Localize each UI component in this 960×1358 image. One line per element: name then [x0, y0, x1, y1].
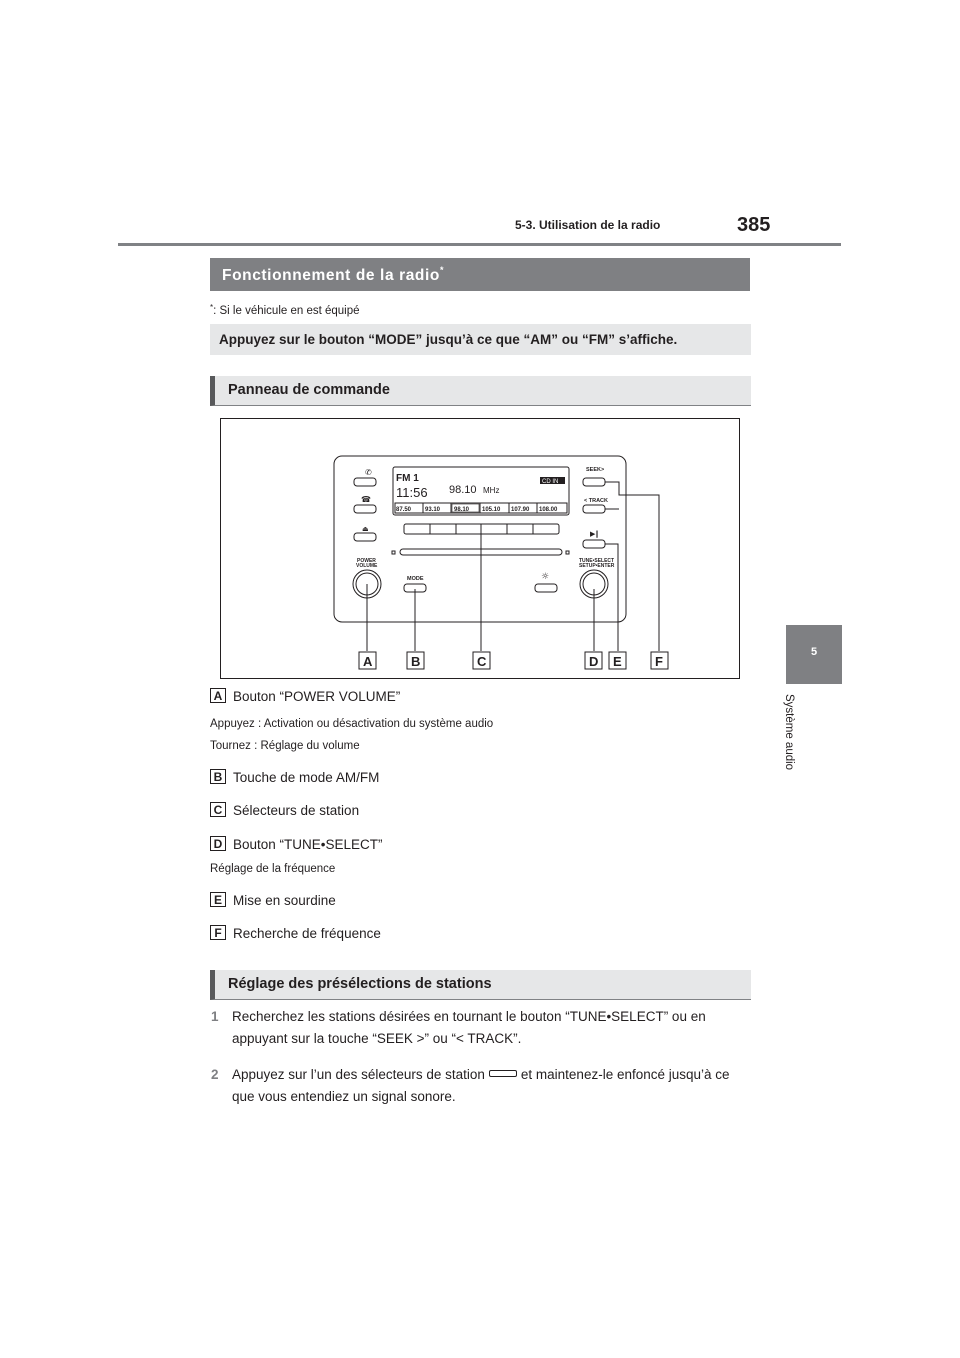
header-divider: [118, 243, 841, 246]
section-title: 5-3. Utilisation de la radio: [515, 218, 661, 232]
callout-d: D: [589, 654, 599, 669]
callout-e: E: [613, 654, 622, 669]
equipment-note: [210, 303, 360, 317]
display-preset: 105.10: [482, 507, 501, 513]
display-clock: 11:56: [396, 485, 428, 500]
mode-label: MODE: [407, 576, 424, 582]
callout-f: F: [655, 654, 663, 669]
track-label: < TRACK: [584, 498, 608, 504]
display-cd-in: CD IN: [542, 479, 559, 485]
phone-icon: ✆: [365, 468, 372, 477]
badge-d: D: [210, 836, 226, 851]
presets-heading: Réglage des présélections de stations: [210, 970, 751, 1000]
callout-c: C: [477, 654, 487, 669]
item-f-label: Recherche de fréquence: [233, 926, 381, 941]
brightness-icon: ☼: [541, 572, 550, 582]
control-panel-figure: [220, 418, 740, 679]
station-selector-icon: [489, 1070, 517, 1077]
main-heading: [210, 258, 750, 291]
chapter-number: 5: [810, 646, 818, 658]
step-1-number: 1: [211, 1009, 219, 1024]
eject-icon: ⏏: [362, 525, 369, 533]
item-c-label: Sélecteurs de station: [233, 803, 360, 818]
note-marker: *: [210, 303, 214, 312]
display-preset: 107.90: [511, 507, 530, 513]
badge-c: C: [210, 802, 226, 817]
step-2-number: 2: [211, 1067, 219, 1082]
display-preset: 93.10: [425, 507, 441, 513]
item-d-detail-1: Réglage de la fréquence: [210, 863, 336, 875]
note-text: : Si le véhicule en est équipé: [213, 305, 360, 317]
badge-b: B: [210, 769, 226, 784]
item-b-label: Touche de mode AM/FM: [233, 770, 380, 785]
hangup-icon: ☎: [361, 495, 371, 504]
seek-label: SEEK>: [586, 467, 605, 473]
step-2-text-after: et maintenez-le enfoncé jusqu’à ce que vous entendiez un signal sonore.: [232, 1067, 730, 1104]
panel-heading: Panneau de commande: [210, 376, 751, 406]
badge-e: E: [210, 892, 226, 907]
chapter-label: Système audio: [783, 694, 795, 771]
power-label-1: POWER: [357, 558, 376, 564]
display-preset: 87.50: [396, 507, 412, 513]
display-preset: 108.00: [539, 507, 558, 513]
item-a-detail-2: Tournez : Réglage du volume: [210, 740, 360, 752]
control-panel-illustration: [221, 419, 739, 678]
mode-instruction: Appuyez sur le bouton “MODE” jusqu’à ce que “AM” ou “FM” s’affiche.: [210, 324, 751, 355]
page-number: 385: [737, 214, 771, 236]
callout-b: B: [411, 654, 421, 669]
display-band: FM 1: [396, 473, 419, 484]
item-a-label: Bouton “POWER VOLUME”: [233, 689, 401, 704]
main-heading-text: Fonctionnement de la radio: [222, 267, 440, 284]
display-frequency: 98.10: [449, 484, 477, 496]
badge-a: A: [210, 688, 226, 703]
tune-label-2: SETUP•ENTER: [579, 563, 615, 569]
step-2-text: [232, 1064, 752, 1108]
badge-f: F: [210, 925, 226, 940]
item-a-detail-1: Appuyez : Activation ou désactivation du système audio: [210, 718, 494, 730]
item-e-label: Mise en sourdine: [233, 893, 336, 908]
item-d-label: Bouton “TUNE•SELECT”: [233, 837, 383, 852]
main-heading-marker: *: [439, 265, 445, 275]
tune-label-1: TUNE•SELECT: [579, 558, 615, 564]
step-2-text-before: Appuyez sur l’un des sélecteurs de station: [232, 1067, 485, 1082]
display-preset: 98.10: [454, 507, 470, 513]
play-pause-icon: ▶‖: [590, 530, 599, 538]
step-1-text: Recherchez les stations désirées en tournant le bouton “TUNE•SELECT” ou en appuyant sur la touche “SEEK >” ou “< TRACK”.: [232, 1009, 706, 1046]
power-label-2: VOLUME: [356, 563, 378, 569]
display-unit: MHz: [483, 486, 500, 495]
callout-a: A: [363, 654, 373, 669]
